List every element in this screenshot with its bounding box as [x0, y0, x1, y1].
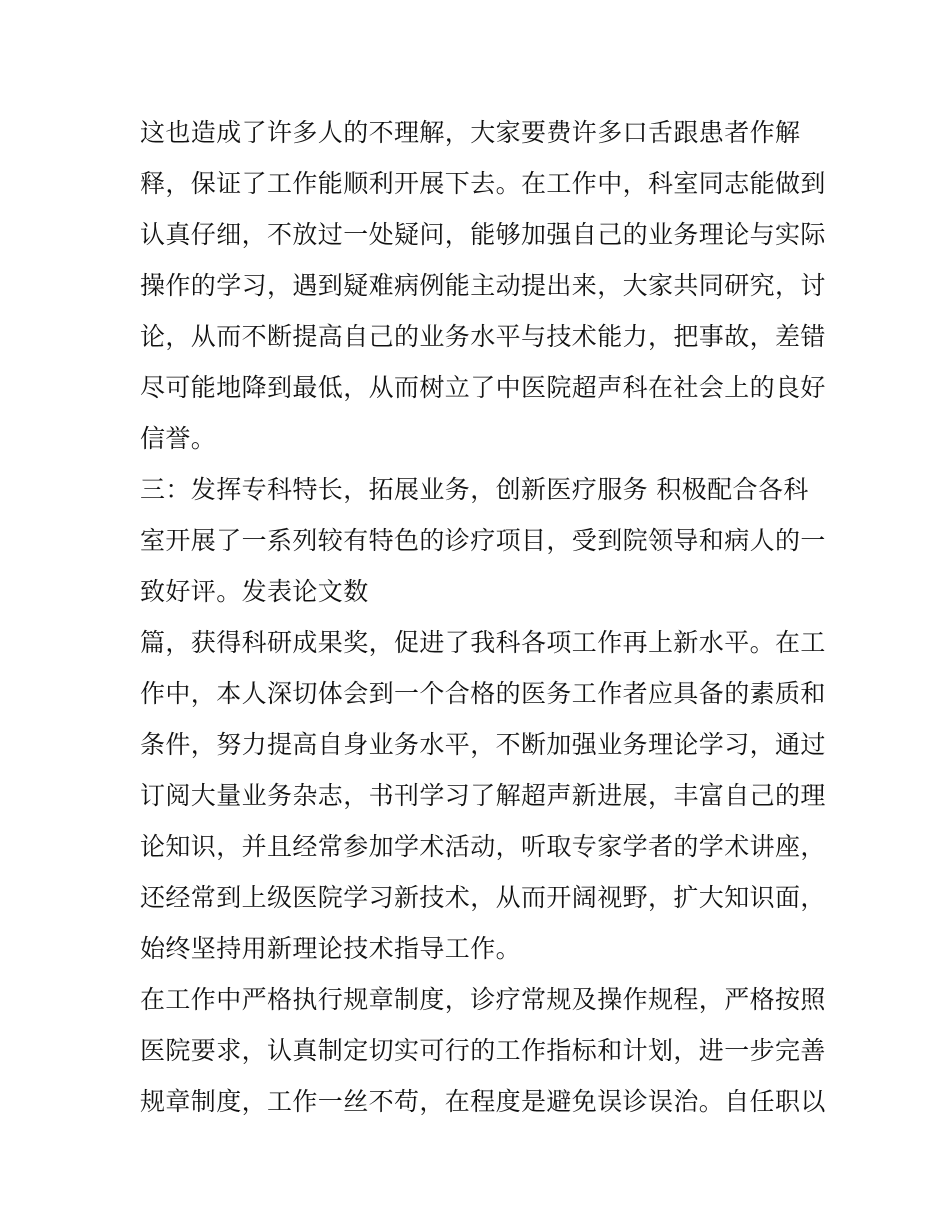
text-line: 释，保证了工作能顺利开展下去。在工作中，科室同志能做到 [140, 169, 826, 198]
text-line: 始终坚持用新理论技术指导工作。 [140, 934, 522, 963]
text-line: 操作的学习，遇到疑难病例能主动提出来，大家共同研究，讨 [140, 271, 826, 300]
section-heading-line: 三：发挥专科特长，拓展业务，创新医疗服务 积极配合各科 [140, 475, 809, 504]
text-line: 还经常到上级医院学习新技术，从而开阔视野，扩大知识面， [140, 883, 826, 912]
text-line: 认真仔细，不放过一处疑问，能够加强自己的业务理论与实际 [140, 220, 826, 249]
text-line: 作中，本人深切体会到一个合格的医务工作者应具备的素质和 [140, 679, 826, 708]
text-line: 致好评。发表论文数 [140, 577, 369, 606]
text-line: 这也造成了许多人的不理解，大家要费许多口舌跟患者作解 [140, 118, 801, 147]
text-line: 在工作中严格执行规章制度，诊疗常规及操作规程，严格按照 [140, 985, 826, 1014]
text-line: 条件，努力提高自身业务水平，不断加强业务理论学习，通过 [140, 730, 826, 759]
text-line: 订阅大量业务杂志，书刊学习了解超声新进展，丰富自己的理 [140, 781, 826, 810]
text-line: 论知识，并且经常参加学术活动，听取专家学者的学术讲座， [140, 832, 826, 861]
text-line: 尽可能地降到最低，从而树立了中医院超声科在社会上的良好 [140, 373, 826, 402]
text-line: 规章制度，工作一丝不苟，在程度是避免误诊误治。自任职以 [140, 1087, 826, 1116]
text-line: 论，从而不断提高自己的业务水平与技术能力，把事故，差错 [140, 322, 826, 351]
text-line: 医院要求，认真制定切实可行的工作指标和计划，进一步完善 [140, 1036, 826, 1065]
text-line: 室开展了一系列较有特色的诊疗项目，受到院领导和病人的一 [140, 526, 826, 555]
body-text [140, 107, 826, 1127]
text-line: 篇，获得科研成果奖，促进了我科各项工作再上新水平。在工 [140, 628, 826, 657]
text-line: 信誉。 [140, 424, 217, 453]
